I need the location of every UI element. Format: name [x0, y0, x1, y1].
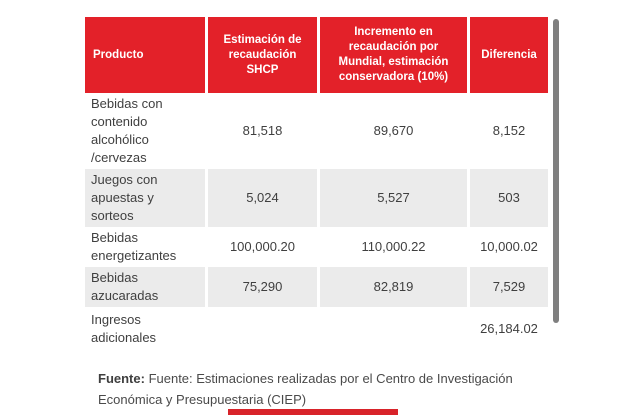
accent-bar: [228, 409, 398, 415]
cell-diferencia: 10,000.02: [467, 227, 548, 267]
cell-mundial: 5,527: [317, 169, 467, 227]
table-header: [85, 17, 548, 93]
cell-producto: Bebidas azucaradas: [91, 270, 159, 303]
scrollbar-thumb[interactable]: [553, 19, 559, 323]
table-header-row: [85, 17, 548, 93]
table-row: [85, 169, 548, 227]
source-text: Fuente: Estimaciones realizadas por el Centro de Investigación Económica y Presupuestaria (CIEP): [98, 371, 513, 407]
table-body: [85, 93, 548, 351]
source-label: Fuente:: [98, 371, 145, 386]
table-row: [85, 227, 548, 267]
source-note: [98, 368, 538, 410]
table-row: [85, 307, 548, 351]
cell-shcp: 100,000.20: [205, 227, 317, 267]
cell-shcp: 81,518: [205, 93, 317, 169]
cell-diferencia: 503: [467, 169, 548, 227]
cell-producto: Ingresos adicionales: [91, 312, 157, 345]
revenue-estimates-table: [85, 17, 548, 351]
cell-diferencia: 26,184.02: [467, 307, 548, 351]
cell-mundial: [317, 307, 467, 351]
cell-shcp: 75,290: [205, 267, 317, 307]
cell-mundial: 82,819: [317, 267, 467, 307]
column-header-diferencia: Diferencia: [467, 17, 548, 93]
column-header-mundial: Incremento en recaudación por Mundial, estimación conservadora (10%): [317, 17, 467, 93]
column-header-shcp: Estimación de recaudación SHCP: [205, 17, 317, 93]
cell-shcp: 5,024: [205, 169, 317, 227]
cell-shcp: [205, 307, 317, 351]
table-row: [85, 93, 548, 169]
vertical-scrollbar[interactable]: [553, 19, 559, 323]
column-header-producto: Producto: [85, 17, 205, 93]
cell-diferencia: 7,529: [467, 267, 548, 307]
cell-mundial: 110,000.22: [317, 227, 467, 267]
cell-diferencia: 8,152: [467, 93, 548, 169]
table-row: [85, 267, 548, 307]
cell-producto: Juegos con apuestas y sorteos: [91, 172, 158, 223]
cell-producto: Bebidas con contenido alcohólico /cervezas: [91, 96, 163, 165]
cell-producto: Bebidas energetizantes: [91, 230, 177, 263]
cell-mundial: 89,670: [317, 93, 467, 169]
